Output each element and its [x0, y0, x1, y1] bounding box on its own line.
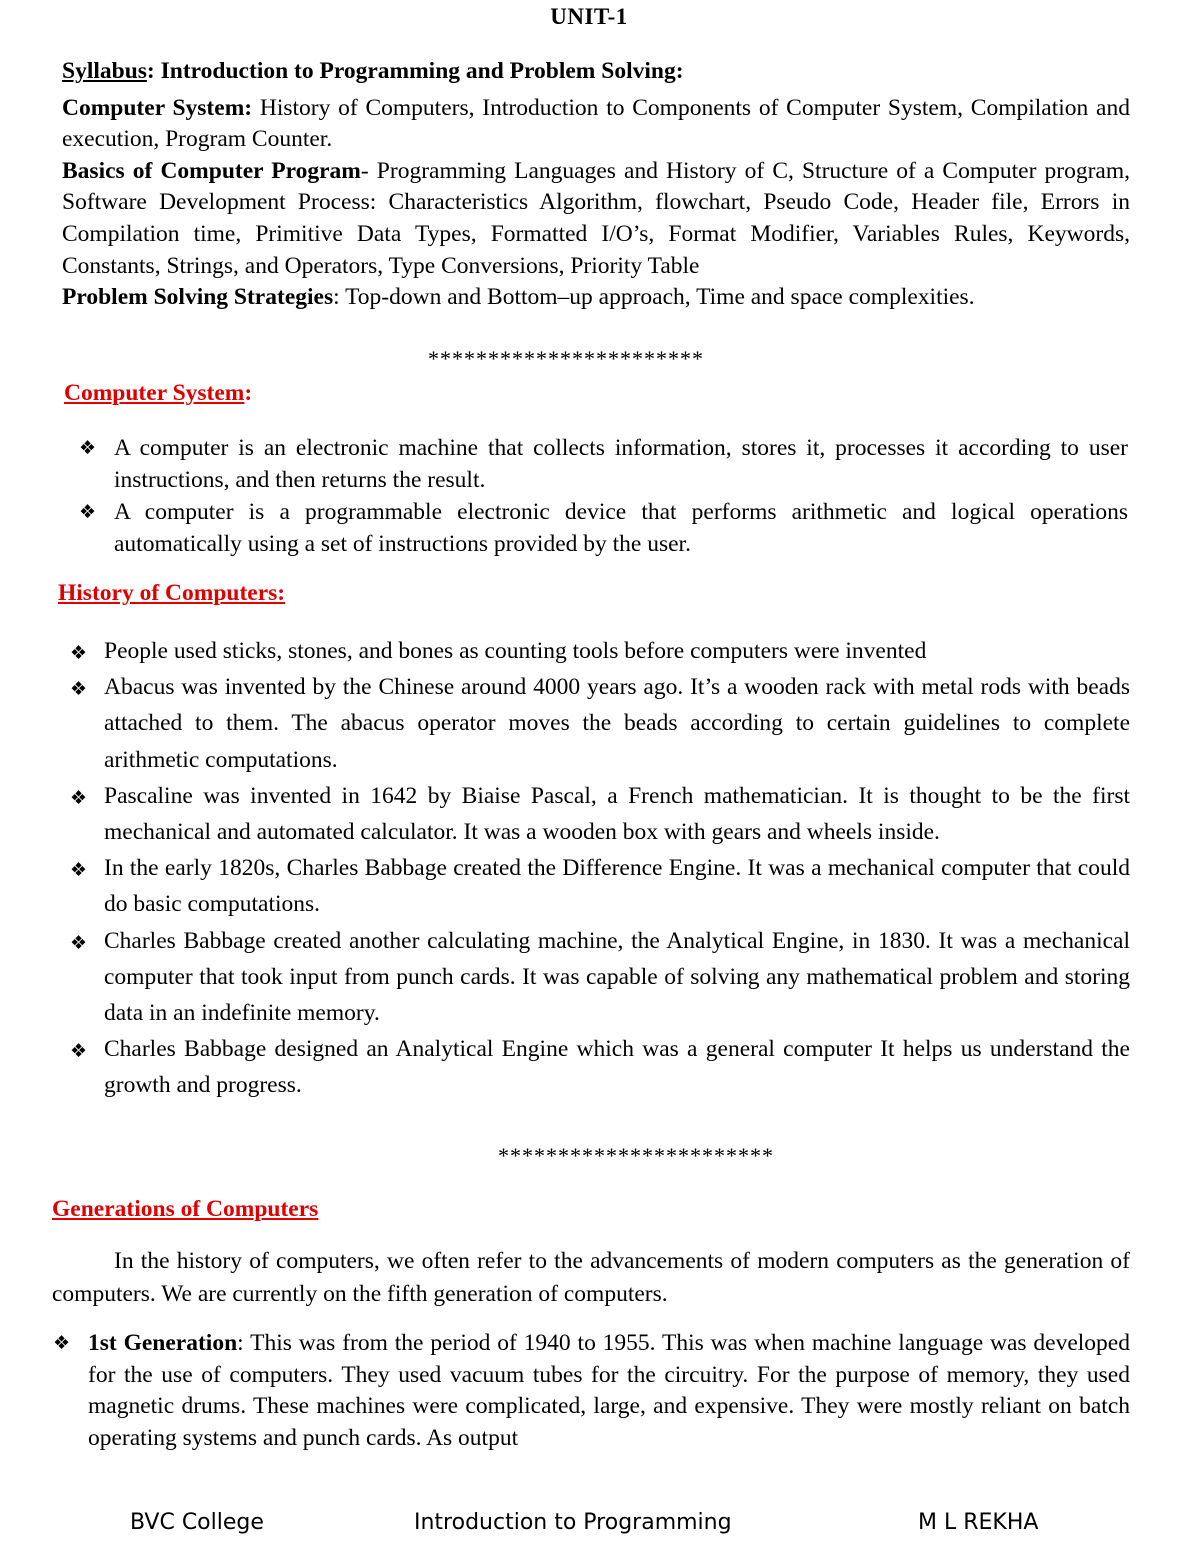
diamond-bullet-icon: ❖: [79, 501, 97, 524]
syllabus-title-text: : Introduction to Programming and Problem Solving:: [146, 58, 684, 84]
list-item-text: A computer is an electronic machine that collects information, stores it, processes it according to user instructions, and then returns the result.: [114, 435, 1128, 493]
generation-label: 1st Generation: [88, 1330, 238, 1356]
unit-title: UNIT-1: [550, 4, 628, 29]
list-item: [79, 497, 1128, 560]
syllabus-section-basics: [62, 156, 1130, 282]
page-footer: [0, 1510, 1200, 1540]
diamond-bullet-icon: ❖: [70, 642, 88, 664]
diamond-bullet-icon: ❖: [53, 1332, 71, 1354]
diamond-bullet-icon: ❖: [70, 1040, 88, 1063]
separator-stars: ***********************: [498, 1143, 774, 1168]
syllabus-section-computer-system: [62, 93, 1130, 156]
syllabus-section-heading: Basics of Computer Program: [62, 157, 361, 184]
list-item: [70, 778, 1130, 850]
section-heading-colon: :: [244, 380, 253, 406]
section-heading-text: Computer System: [64, 380, 245, 406]
list-item-text: : This was from the period of 1940 to 1955. This was when machine language was developed for the use of computers. They used vacuum tubes for the circuitry. For the purpose of memory, they used magnetic drums. These machines were complicated, large, and expensive. They were mostly reliant on batch operating systems and punch cards. As output: [88, 1330, 1130, 1451]
list-item: [53, 1328, 1130, 1454]
list-item: [70, 923, 1130, 1032]
list-item: [70, 1031, 1130, 1103]
list-item-text: People used sticks, stones, and bones as counting tools before computers were invented: [104, 638, 927, 664]
separator-stars: ***********************: [428, 346, 704, 371]
footer-course: Introduction to Programming: [414, 1510, 732, 1535]
section-heading-history: History of Computers:: [58, 580, 286, 606]
list-item-text: A computer is a programmable electronic device that performs arithmetic and logical operations automatically using a set of instructions provided by the user.: [114, 499, 1128, 557]
list-item: [70, 850, 1130, 922]
diamond-bullet-icon: ❖: [70, 931, 88, 954]
footer-author: M L REKHA: [918, 1510, 1039, 1535]
diamond-bullet-icon: ❖: [70, 859, 88, 882]
generations-intro: In the history of computers, we often refer to the advancements of modern computers as the generation of computers. We are currently on the fifth generation of computers.: [52, 1248, 1130, 1307]
diamond-bullet-icon: ❖: [79, 437, 97, 459]
syllabus-label: Syllabus: [62, 58, 147, 84]
generations-list: [53, 1328, 1130, 1454]
syllabus-section-text: : Top-down and Bottom–up approach, Time and space complexities.: [333, 284, 975, 311]
diamond-bullet-icon: ❖: [70, 786, 88, 809]
list-item-text: Pascaline was invented in 1642 by Biaise Pascal, a French mathematician. It is thought to be the first mechanical and automated calculator. It was a wooden box with gears and wheels inside.: [104, 782, 1130, 846]
list-item: [70, 633, 1130, 669]
computer-system-list: [79, 433, 1128, 561]
list-item-text: Charles Babbage designed an Analytical Engine which was a general computer It helps us understand the growth and progress.: [104, 1036, 1130, 1099]
section-heading-generations: Generations of Computers: [52, 1196, 319, 1222]
list-item-text: Charles Babbage created another calculating machine, the Analytical Engine, in 1830. It was a mechanical computer that took input from punch cards. It was capable of solving any mathematical problem and storing data in an indefinite memory.: [104, 927, 1130, 1027]
footer-college: BVC College: [130, 1510, 264, 1535]
syllabus-section-heading: Problem Solving Strategies: [62, 284, 334, 311]
syllabus-section-text: - Programming Languages and History of C, Structure of a Computer program, Software Development Process: Characteristics Algorithm, flowchart, Pseudo Code, Header file, Errors in Compilation time, Primitive Data Types, Formatted I/O’s, Format Modifier, Variables Rules, Keywords, Constants, Strings, and Operators, Type Conversions, Priority Table: [62, 157, 1130, 279]
list-item-text: Abacus was invented by the Chinese around 4000 years ago. It’s a wooden rack with metal rods with beads attached to them. The abacus operator moves the beads according to certain guidelines to complete arithmetic computations.: [104, 674, 1130, 773]
list-item: [70, 669, 1130, 778]
section-heading-computer-system: [64, 380, 252, 407]
list-item-text: In the early 1820s, Charles Babbage created the Difference Engine. It was a mechanical computer that could do basic computations.: [104, 855, 1130, 918]
list-item: [79, 433, 1128, 496]
syllabus-section-problem-solving: [62, 282, 1130, 314]
syllabus-section-text: History of Computers, Introduction to Components of Computer System, Compilation and execution, Program Counter.: [62, 94, 1130, 153]
diamond-bullet-icon: ❖: [70, 678, 88, 701]
history-list: [70, 633, 1130, 1104]
syllabus-section-heading: Computer System:: [62, 94, 253, 121]
syllabus-title: [62, 56, 1130, 88]
syllabus-block: [62, 56, 1130, 314]
